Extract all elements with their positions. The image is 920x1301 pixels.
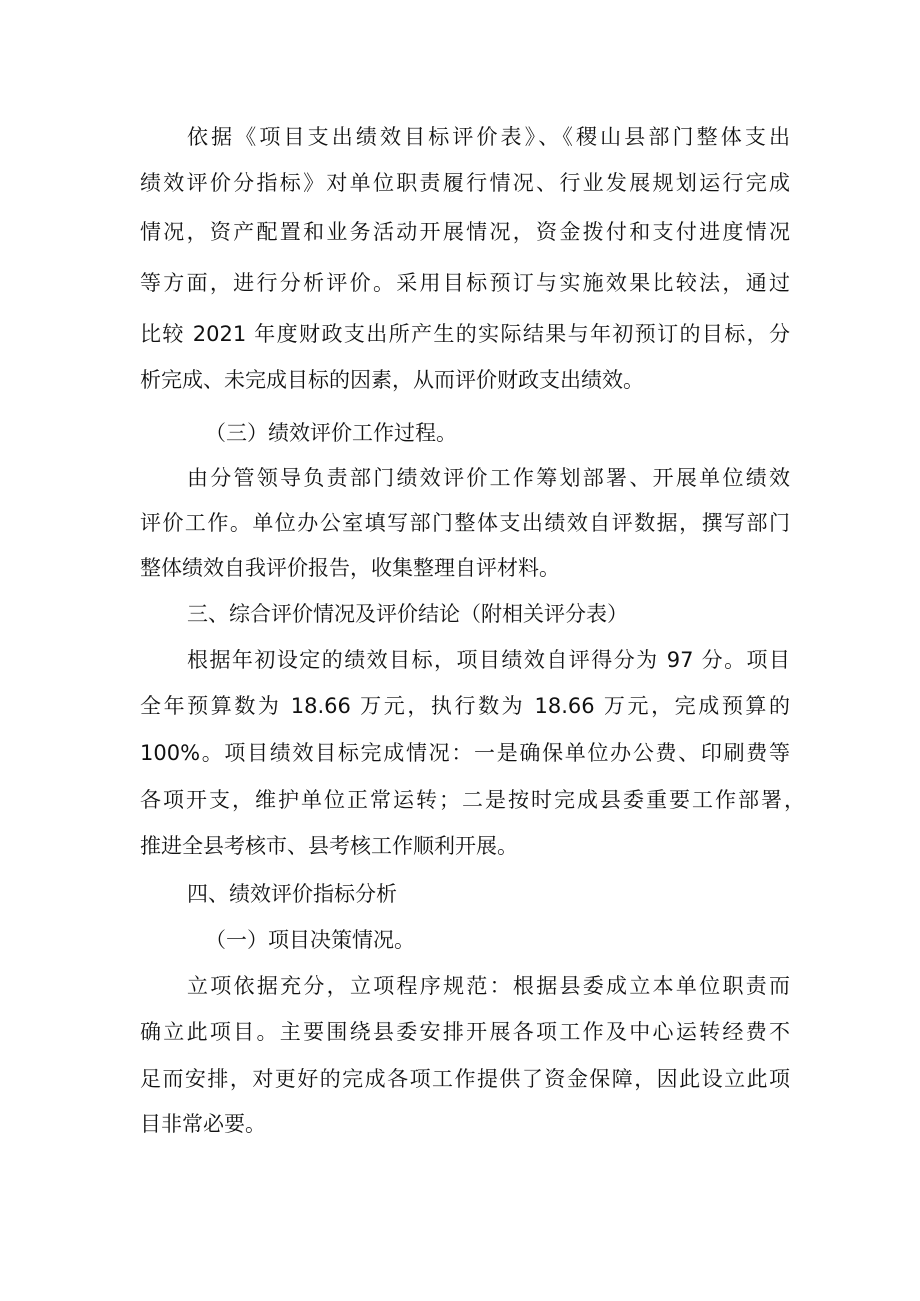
body-text-line: 析完成、未完成目标的因素，从而评价财政支出绩效。 (140, 368, 644, 392)
body-text-line: 比较 2021 年度财政支出所产生的实际结果与年初预订的目标，分 (140, 322, 790, 346)
body-text-line: 绩效评价分指标》对单位职责履行情况、行业发展规划运行完成 (140, 171, 790, 195)
body-text-line: 确立此项目。主要围绕县委安排开展各项工作及中心运转经费不 (140, 1020, 790, 1044)
body-text-line: 等方面，进行分析评价。采用目标预订与实施效果比较法，通过 (140, 271, 790, 295)
body-text-line: 各项开支，维护单位正常运转；二是按时完成县委重要工作部署， (140, 788, 805, 812)
body-text-line: 由分管领导负责部门绩效评价工作筹划部署、开展单位绩效 (187, 466, 790, 490)
section-heading: 四、绩效评价指标分析 (187, 882, 397, 906)
section-heading: 三、综合评价情况及评价结论（附相关评分表） (187, 602, 628, 626)
body-text-line: 足而安排，对更好的完成各项工作提供了资金保障，因此设立此项 (140, 1067, 790, 1091)
body-text-line: 依据《项目支出绩效目标评价表》、《稷山县部门整体支出 (187, 125, 790, 149)
body-text-line: 情况，资产配置和业务活动开展情况，资金拨付和支付进度情况 (140, 220, 790, 244)
body-text-line: 全年预算数为 18.66 万元，执行数为 18.66 万元，完成预算的 (140, 694, 790, 718)
body-text-line: 立项依据充分，立项程序规范：根据县委成立本单位职责而 (187, 974, 790, 998)
body-text-line: 根据年初设定的绩效目标，项目绩效自评得分为 97 分。项目 (187, 648, 790, 672)
section-heading: （一）项目决策情况。 (205, 928, 415, 952)
body-text-line: 整体绩效自我评价报告，收集整理自评材料。 (140, 556, 560, 580)
body-text-line: 推进全县考核市、县考核工作顺利开展。 (140, 834, 518, 858)
section-heading: （三）绩效评价工作过程。 (205, 421, 457, 445)
body-text-line: 目非常必要。 (140, 1112, 266, 1136)
body-text-line: 100%。项目绩效目标完成情况：一是确保单位办公费、印刷费等 (140, 741, 790, 765)
body-text-line: 评价工作。单位办公室填写部门整体支出绩效自评数据，撰写部门 (140, 511, 790, 535)
